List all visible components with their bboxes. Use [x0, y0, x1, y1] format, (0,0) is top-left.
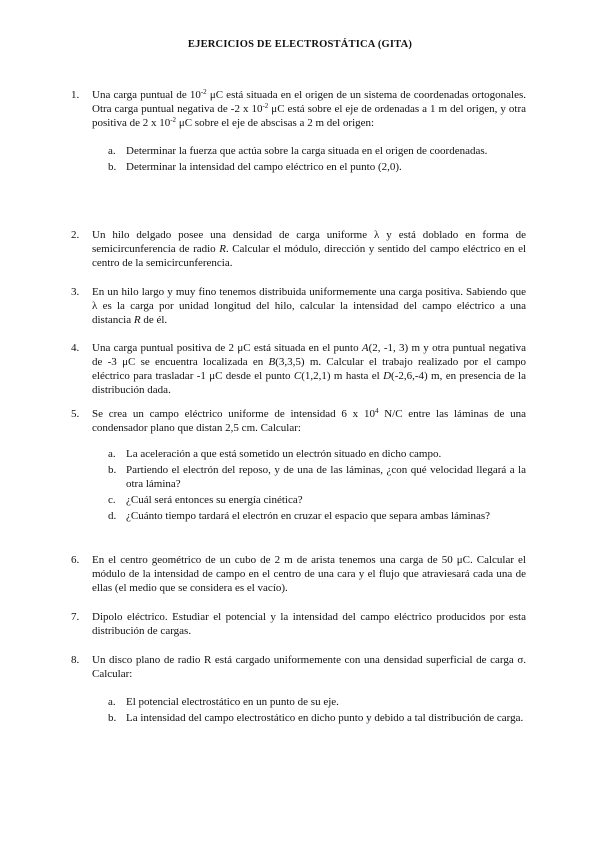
text-run: La aceleración a que está sometido un electrón situado en dicho campo.	[126, 448, 442, 460]
italic-symbol: A	[361, 342, 369, 354]
problem-text	[92, 88, 526, 130]
text-run: μC está sobre el eje de ordenadas a 1 m del origen, y otra positiva de 2 x 10	[92, 103, 526, 129]
superscript: 4	[374, 407, 379, 415]
text-run: Dipolo eléctrico. Estudiar el potencial y la intensidad del campo eléctrico producidos por esta distribución de cargas.	[92, 611, 526, 637]
problem-subitems	[92, 695, 526, 725]
subitem	[108, 144, 526, 158]
text-run: ¿Cuál será entonces su energía cinética?	[126, 494, 303, 506]
problem-7	[71, 610, 526, 638]
problem-number: 1.	[71, 89, 80, 101]
text-run: En el centro geométrico de un cubo de 2 m de arista tenemos una carga de 50 μC. Calcular el módulo de la intensidad de campo en el centro de una cara y el flujo que atraviesará cada una de ellas (el medio que se considera es el vacío).	[92, 554, 526, 594]
subitem	[108, 447, 526, 461]
subitem	[108, 711, 526, 725]
text-run: Determinar la fuerza que actúa sobre la carga situada en el origen de coordenadas.	[126, 145, 488, 157]
problem-5	[71, 407, 526, 525]
text-run: (3,3,5) m. Calcular el trabajo realizado por el campo eléctrico para trasladar -1 μC desde el punto	[92, 356, 526, 382]
page-title: EJERCICIOS DE ELECTROSTÁTICA (GITA)	[187, 39, 413, 50]
problem-text	[92, 407, 526, 435]
problem-text	[92, 653, 526, 681]
text-run: μC sobre el eje de abscisas a 2 m del origen:	[176, 117, 375, 129]
problem-text	[92, 610, 526, 638]
problem-text	[92, 341, 526, 397]
subitem-label: d.	[108, 510, 117, 522]
subitem-label: b.	[108, 712, 117, 724]
subitem-text	[126, 696, 339, 708]
problem-number: 7.	[71, 611, 80, 623]
subitem-label: a.	[108, 145, 116, 157]
problem-8	[71, 653, 526, 727]
problem-4	[71, 341, 526, 397]
text-run: Se crea un campo eléctrico uniforme de intensidad 6 x 10	[92, 408, 375, 420]
text-run: (2, -1, 3) m y otra puntual negativa de -3 μC se encuentra localizada en	[92, 342, 526, 368]
text-run: . Calcular el módulo, dirección y sentido del campo eléctrico en el centro de la semicircunferencia.	[92, 243, 527, 269]
subitem-label: a.	[108, 448, 116, 460]
text-run: Partiendo el electrón del reposo, y de una de las láminas, ¿con qué velocidad llegará a la otra lámina?	[126, 464, 526, 490]
text-run: Un disco plano de radio R está cargado uniformemente con una densidad superficial de carga σ. Calcular:	[92, 654, 526, 680]
text-run: En un hilo largo y muy fino tenemos distribuida uniformemente una carga positiva. Sabiendo que λ es la carga por unidad longitud del hilo, calcular la intensidad del campo eléctrico a una distancia	[92, 286, 526, 326]
subitem-text	[126, 145, 487, 157]
problem-3	[71, 285, 526, 327]
text-run: Una carga puntual de 10	[92, 89, 201, 101]
problem-number: 8.	[71, 654, 80, 666]
problem-number: 2.	[71, 229, 80, 241]
problem-6	[71, 553, 526, 595]
text-run: (1,2,1) m hasta el	[301, 370, 384, 382]
problem-text	[92, 228, 526, 270]
italic-symbol: R	[219, 243, 226, 255]
superscript: -2	[200, 88, 207, 96]
subitem-label: a.	[108, 696, 116, 708]
subitem	[108, 493, 526, 507]
superscript: -2	[170, 116, 177, 124]
problem-text	[92, 553, 526, 595]
problem-1	[71, 88, 526, 176]
subitem-label: b.	[108, 161, 117, 173]
subitem-text	[126, 712, 523, 724]
problem-number: 3.	[71, 286, 80, 298]
italic-symbol: C	[293, 370, 302, 382]
problem-number: 5.	[71, 408, 80, 420]
subitem-text	[126, 161, 402, 173]
superscript: -2	[262, 102, 269, 110]
subitem	[108, 695, 526, 709]
subitem-text	[126, 464, 526, 490]
subitem-text	[126, 448, 441, 460]
problem-text	[92, 285, 526, 327]
problem-subitems	[92, 144, 526, 174]
italic-symbol: B	[268, 356, 276, 368]
italic-symbol: D	[383, 370, 392, 382]
text-run: Un hilo delgado posee una densidad de carga uniforme λ y está doblado en forma de semicircunferencia de radio	[92, 229, 526, 255]
text-run: La intensidad del campo electrostático en dicho punto y debido a tal distribución de carga.	[126, 712, 524, 724]
subitem	[108, 463, 526, 491]
subitem-text	[126, 510, 490, 522]
text-run: N/C entre las láminas de una condensador plano que distan 2,5 cm. Calcular:	[92, 408, 526, 434]
subitem-label: c.	[108, 494, 116, 506]
subitem	[108, 509, 526, 523]
subitem-label: b.	[108, 464, 117, 476]
text-run: μC está situada en el origen de un sistema de coordenadas ortogonales. Otra carga puntual negativa de -2 x 10	[92, 89, 526, 115]
text-run: Determinar la intensidad del campo eléctrico en el punto (2,0).	[126, 161, 402, 173]
italic-symbol: R	[133, 314, 141, 326]
text-run: Una carga puntual positiva de 2 μC está situada en el punto	[92, 342, 362, 354]
text-run: (-2,6,-4) m, en presencia de la distribución dada.	[92, 370, 526, 396]
problem-number: 6.	[71, 554, 80, 566]
subitem-text	[126, 494, 303, 506]
problem-subitems	[92, 447, 526, 523]
problem-number: 4.	[71, 342, 80, 354]
text-run: El potencial electrostático en un punto de su eje.	[126, 696, 339, 708]
subitem	[108, 160, 526, 174]
problem-2	[71, 228, 527, 270]
text-run: de él.	[140, 314, 168, 326]
text-run: ¿Cuánto tiempo tardará el electrón en cruzar el espacio que separa ambas láminas?	[126, 510, 491, 522]
